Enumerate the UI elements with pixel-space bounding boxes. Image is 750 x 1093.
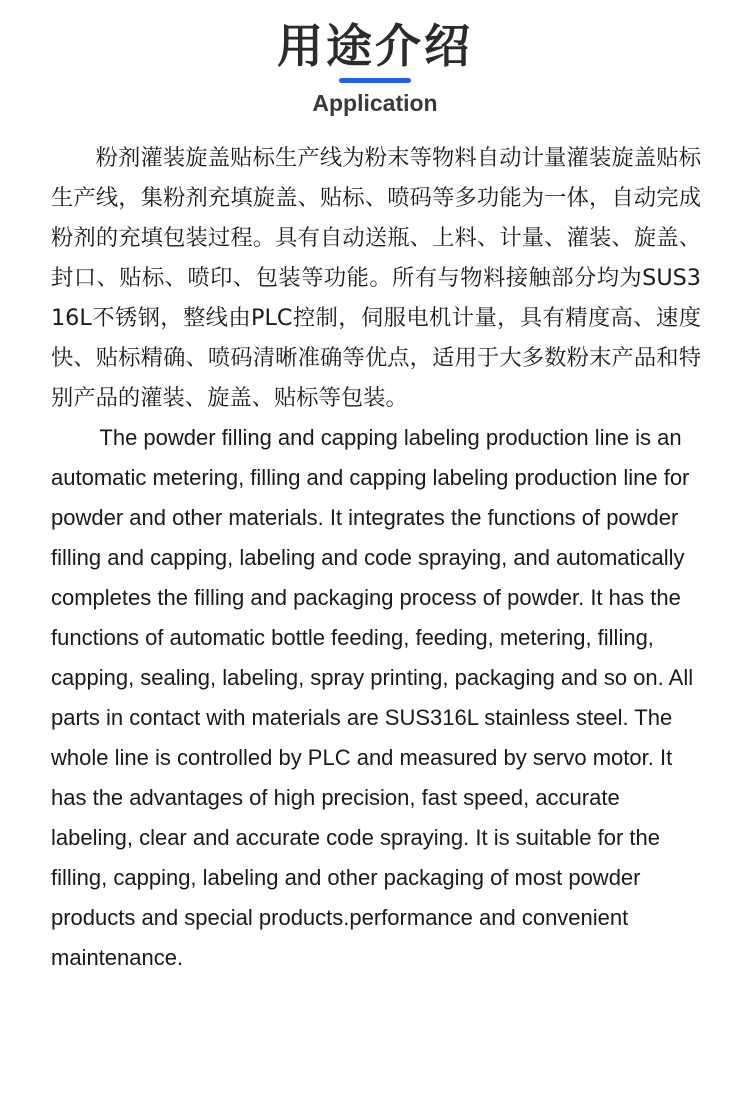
paragraph-english: The powder filling and capping labeling production line is an automatic metering, filling and capping labeling production line for powder and other materials. It integrates the functions of powder filling and capping, labeling and code spraying, and automatically completes the filling and packaging process of powder. It has the functions of automatic bottle feeding, feeding, metering, filling, capping, sealing, labeling, spray printing, packaging and so on. All parts in contact with materials are SUS316L stainless steel. The whole line is controlled by PLC and measured by servo motor. It has the advantages of high precision, fast speed, accurate labeling, clear and accurate code spraying. It is suitable for the filling, capping, labeling and other packaging of most powder products and special products.performance and convenient maintenance.: [51, 425, 694, 970]
section-header: [0, 18, 750, 117]
title-accent-bar: [339, 78, 411, 83]
section-title-chinese: 用途介绍: [277, 19, 473, 73]
section-title-english: Application: [312, 90, 438, 116]
application-description: [51, 138, 701, 978]
paragraph-chinese: 粉剂灌装旋盖贴标生产线为粉末等物料自动计量灌装旋盖贴标生产线，集粉剂充填旋盖、贴标、喷码等多功能为一体，自动完成粉剂的充填包装过程。具有自动送瓶、上料、计量、灌装、旋盖、封口、贴标、喷印、包装等功能。所有与物料接触部分均为SUS316L不锈钢，整线由PLC控制，伺服电机计量，具有精度高、速度快、贴标精确、喷码清晰准确等优点，适用于大多数粉末产品和特别产品的灌装、旋盖、贴标等包装。: [51, 145, 701, 411]
